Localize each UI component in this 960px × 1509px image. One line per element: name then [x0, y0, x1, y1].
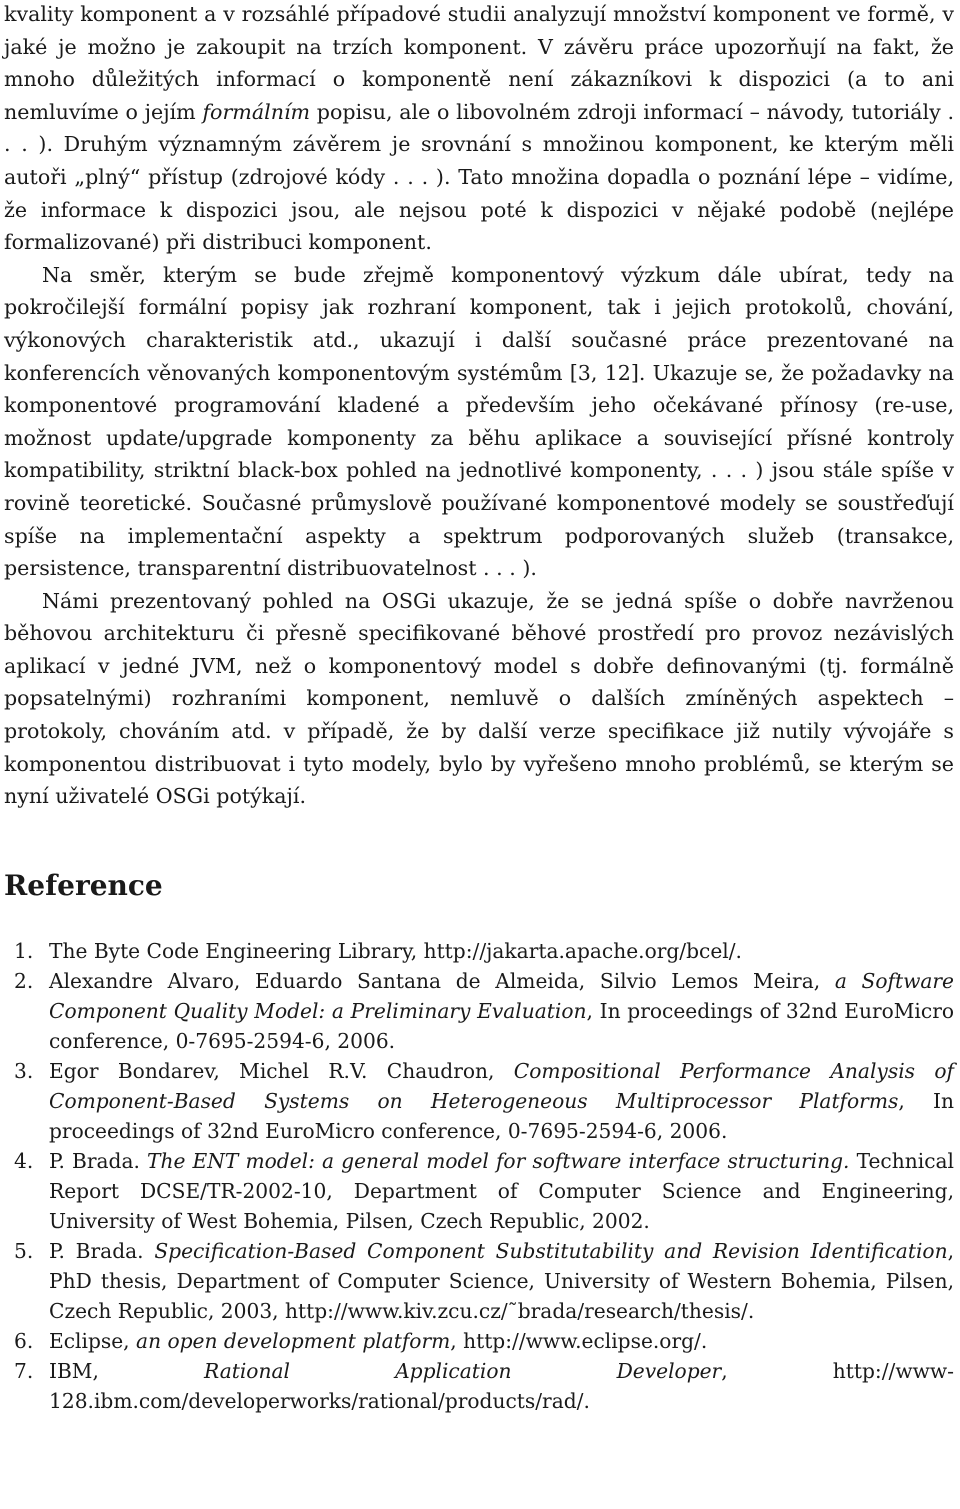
- reference-number: 1.: [14, 938, 34, 963]
- text-run: Námi prezentovaný pohled na OSGi ukazuje, že se jedná spíše o dobře navrženou běhovou architekturu či přesně specifikované běhové prostředí pro provoz nezávislých aplikací v jedné JVM, než o komponentový model s dobře definovanými (tj. formálně popsatelnými) rozhraními komponent, nemluvě o dalších zmíněných aspektech – protokoly, chováním atd. v případě, že by další verze specifikace již nutily vývojáře s komponentou distribuovat i tyto modely, bylo by vyřešeno mnoho problémů, se kterým se nyní uživatelé OSGi potýkají.: [4, 588, 954, 809]
- text-run: Alexandre Alvaro, Eduardo Santana de Almeida, Silvio Lemos Meira,: [49, 968, 835, 993]
- reference-number: 4.: [14, 1148, 34, 1173]
- text-run: , http://www-128.ibm.com/developerworks/rational/products/rad/.: [49, 1358, 954, 1413]
- paragraph: [4, 585, 954, 813]
- text-run: kvality komponent a v rozsáhlé případové studii analyzují množství komponent ve formě, v jaké je možno je zakoupit na trzích komponent. V závěru práce upozorňují na fakt, že mnoho důležitých informací o komponentě není zákazníkovi k dispozici (a to ani nemluvíme o jejím: [4, 2, 954, 124]
- text-run: , PhD thesis, Department of Computer Science, University of Western Bohemia, Pilsen, Czech Republic, 2003, http://www.kiv.zcu.cz/˜brada/research/thesis/.: [49, 1238, 954, 1323]
- text-run: , http://www.eclipse.org/.: [450, 1328, 708, 1353]
- text-run: Eclipse,: [49, 1328, 137, 1353]
- reference-item: [4, 936, 954, 966]
- references-heading: Reference: [4, 868, 163, 902]
- reference-item: [4, 1056, 954, 1146]
- reference-item: [4, 1146, 954, 1236]
- text-run: Egor Bondarev, Michel R.V. Chaudron,: [49, 1058, 514, 1083]
- italic-text: The ENT model: a general model for software interface structuring.: [147, 1148, 850, 1173]
- reference-item: [4, 1326, 954, 1356]
- italic-text: formálním: [202, 99, 311, 124]
- text-run: P. Brada.: [49, 1238, 155, 1263]
- text-run: , In proceedings of 32nd EuroMicro conference, 0-7695-2594-6, 2006.: [49, 1088, 954, 1143]
- italic-text: an open development platform: [136, 1328, 451, 1353]
- italic-text: a Software Component Quality Model: a Preliminary Evaluation: [49, 968, 955, 1023]
- reference-item: [4, 1236, 954, 1326]
- italic-text: Compositional Performance Analysis of Component-Based Systems on Heterogeneous Multiprocessor Platforms: [49, 1058, 954, 1113]
- paragraph: [4, 0, 954, 259]
- text-run: Na směr, kterým se bude zřejmě komponentový výzkum dále ubírat, tedy na pokročilejší formální popisy jak rozhraní komponent, tak i jejich protokolů, chování, výkonových charakteristik atd., ukazují i další současné práce prezentované na konferencích věnovaných komponentovým systémům [3, 12]. Ukazuje se, že požadavky na komponentové programování kladené a především jeho očekávané přínosy (re-use, možnost update/upgrade komponenty za běhu aplikace a související přísné kontroly kompatibility, striktní black-box pohled na jednotlivé komponenty, . . . ) jsou stále spíše v rovině teoretické. Současné průmyslově používané komponentové modely se soustřeďují spíše na implementační aspekty a spektrum podporovaných služeb (transakce, persistence, transparentní distribuovatelnost . . . ).: [4, 262, 954, 581]
- reference-number: 6.: [14, 1328, 34, 1353]
- text-run: popisu, ale o libovolném zdroji informací – návody, tutoriály . . . ). Druhým významným závěrem je srovnání s množinou komponent, ke kterým měli autoři „plný“ přístup (zdrojové kódy . . . ). Tato množina dopadla o poznání lépe – vidíme, že informace k dispozici jsou, ale nejsou poté k dispozici v nějaké podobě (nejlépe formalizované) při distribuci komponent.: [4, 99, 954, 255]
- text-run: IBM,: [49, 1358, 205, 1383]
- reference-number: 3.: [14, 1058, 34, 1083]
- italic-text: Rational Application Developer: [204, 1358, 722, 1383]
- reference-number: 2.: [14, 968, 34, 993]
- reference-item: [4, 966, 954, 1056]
- paragraph: [4, 259, 954, 585]
- italic-text: Specification-Based Component Substitutability and Revision Identification: [154, 1238, 948, 1263]
- body-text: [4, 0, 954, 813]
- reference-number: 7.: [14, 1358, 34, 1383]
- text-run: The Byte Code Engineering Library, http://jakarta.apache.org/bcel/.: [49, 938, 742, 963]
- text-run: , In proceedings of 32nd EuroMicro conference, 0-7695-2594-6, 2006.: [49, 998, 954, 1053]
- reference-number: 5.: [14, 1238, 34, 1263]
- text-run: P. Brada.: [49, 1148, 148, 1173]
- text-run: Technical Report DCSE/TR-2002-10, Department of Computer Science and Engineering, University of West Bohemia, Pilsen, Czech Republic, 2002.: [49, 1148, 954, 1233]
- references-list: [4, 936, 954, 1416]
- reference-item: [4, 1356, 954, 1416]
